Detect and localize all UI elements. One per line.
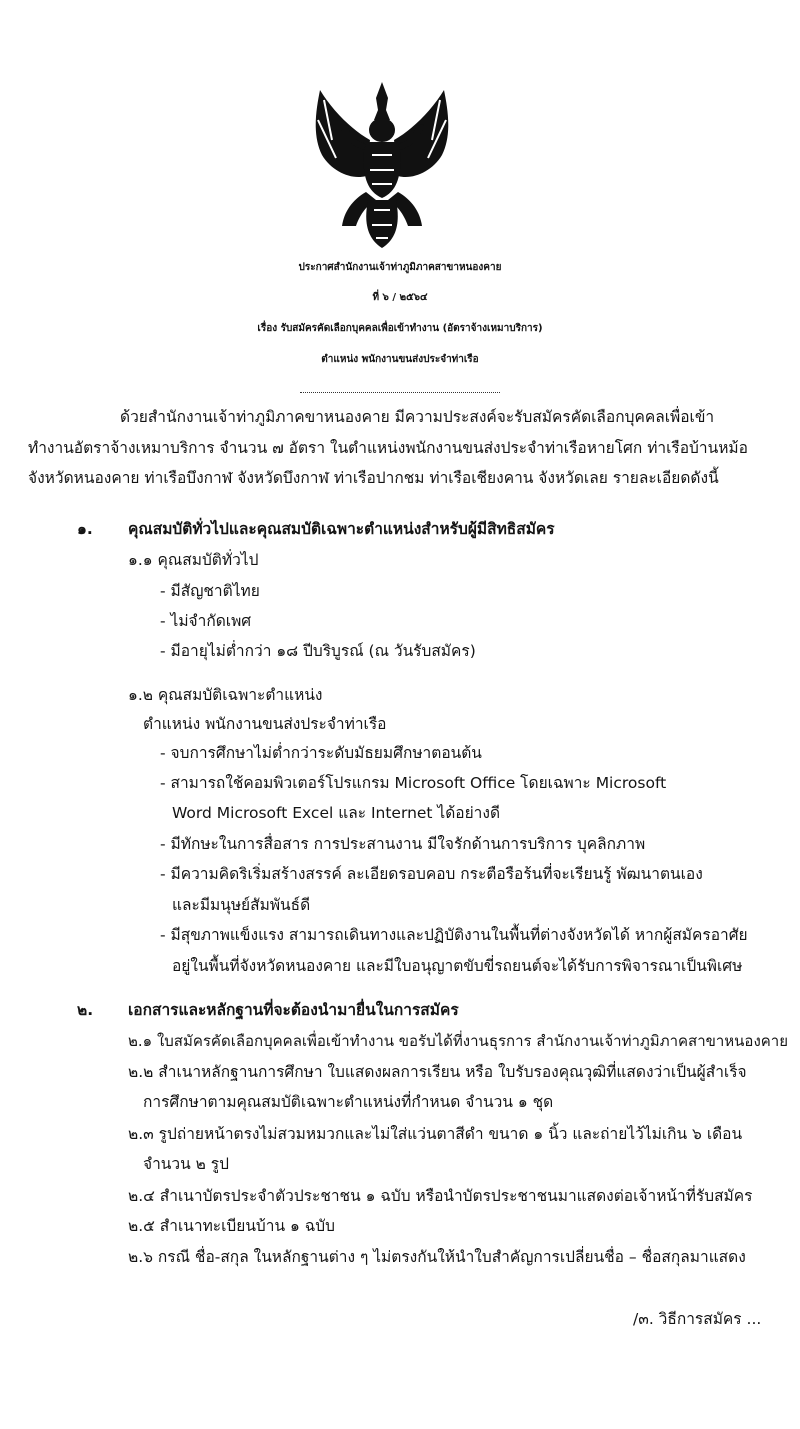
section1-number: ๑.: [77, 520, 93, 538]
sub2-line-7: - มีสุขภาพแข็งแรง สามารถเดินทางและปฏิบัติงานในพื้นที่ต่างจังหวัดได้ หากผู้สมัครอาศัย: [160, 926, 748, 944]
header-divider: [300, 392, 500, 393]
section2-line-7: ๒.๕ สำเนาทะเบียนบ้าน ๑ ฉบับ: [128, 1217, 335, 1235]
section2-line-1: ๒.๑ ใบสมัครคัดเลือกบุคคลเพื่อเข้าทำงาน ขอรับได้ที่งานธุรการ สำนักงานเจ้าท่าภูมิภาคสาขาหนองคาย: [128, 1032, 789, 1050]
document-number: ที่ ๖ / ๒๕๖๔: [372, 292, 428, 303]
section1-title: คุณสมบัติทั่วไปและคุณสมบัติเฉพาะตำแหน่งสำหรับผู้มีสิทธิสมัคร: [128, 520, 555, 538]
sub2-line-2: - สามารถใช้คอมพิวเตอร์โปรแกรม Microsoft Office โดยเฉพาะ Microsoft: [160, 774, 667, 792]
section2-line-8: ๒.๖ กรณี ชื่อ-สกุล ในหลักฐานต่าง ๆ ไม่ตรงกันให้นำใบสำคัญการเปลี่ยนชื่อ – ชื่อสกุลมาแสดง: [128, 1248, 746, 1266]
sub1-item-gender: - ไม่จำกัดเพศ: [160, 612, 252, 630]
sub2-position: ตำแหน่ง พนักงานขนส่งประจำท่าเรือ: [143, 715, 387, 733]
intro-line-2: ทำงานอัตราจ้างเหมาบริการ จำนวน ๗ อัตรา ในตำแหน่งพนักงานขนส่งประจำท่าเรือหายโศก ท่าเรือบ้านหม้อ: [28, 439, 748, 457]
sub1-title: ๑.๑ คุณสมบัติทั่วไป: [128, 551, 259, 569]
section2-line-4: ๒.๓ รูปถ่ายหน้าตรงไม่สวมหมวกและไม่ใส่แว่นตาสีดำ ขนาด ๑ นิ้ว และถ่ายไว้ไม่เกิน ๖ เดือน: [128, 1125, 743, 1143]
continue-note: /๓. วิธีการสมัคร ...: [633, 1310, 762, 1328]
sub1-item-age: - มีอายุไม่ต่ำกว่า ๑๘ ปีบริบูรณ์ (ณ วันรับสมัคร): [160, 642, 476, 660]
section2-line-3: การศึกษาตามคุณสมบัติเฉพาะตำแหน่งที่กำหนด จำนวน ๑ ชุด: [143, 1093, 554, 1111]
section2-line-6: ๒.๔ สำเนาบัตรประจำตัวประชาชน ๑ ฉบับ หรือนำบัตรประชาชนมาแสดงต่อเจ้าหน้าที่รับสมัคร: [128, 1187, 753, 1205]
section2-line-2: ๒.๒ สำเนาหลักฐานการศึกษา ใบแสดงผลการเรียน หรือ ใบรับรองคุณวุฒิที่แสดงว่าเป็นผู้สำเร็จ: [128, 1063, 747, 1081]
sub2-line-3: Word Microsoft Excel และ Internet ได้อย่างดี: [172, 804, 501, 822]
section2-line-5: จำนวน ๒ รูป: [143, 1155, 229, 1173]
section2-number: ๒.: [77, 1001, 94, 1019]
intro-line-3: จังหวัดหนองคาย ท่าเรือบึงกาฬ จังหวัดบึงกาฬ ท่าเรือปากชม ท่าเรือเชียงคาน จังหวัดเลย รายละเอียดดังนี้: [28, 469, 719, 487]
sub2-line-4: - มีทักษะในการสื่อสาร การประสานงาน มีใจรักด้านการบริการ บุคลิกภาพ: [160, 835, 646, 853]
sub2-line-8: อยู่ในพื้นที่จังหวัดหนองคาย และมีใบอนุญาตขับขี่รถยนต์จะได้รับการพิจารณาเป็นพิเศษ: [172, 957, 743, 975]
section2-title: เอกสารและหลักฐานที่จะต้องนำมายื่นในการสมัคร: [128, 1001, 459, 1019]
sub2-line-6: และมีมนุษย์สัมพันธ์ดี: [172, 896, 311, 914]
garuda-emblem-icon: [302, 80, 462, 250]
sub2-line-5: - มีความคิดริเริ่มสร้างสรรค์ ละเอียดรอบคอบ กระตือรือร้นที่จะเรียนรู้ พัฒนาตนเอง: [160, 865, 703, 883]
document-title: ประกาศสำนักงานเจ้าท่าภูมิภาคสาขาหนองคาย: [298, 262, 502, 273]
sub1-item-nationality: - มีสัญชาติไทย: [160, 582, 260, 600]
sub2-line-1: - จบการศึกษาไม่ต่ำกว่าระดับมัธยมศึกษาตอนต้น: [160, 744, 482, 762]
document-position: ตำแหน่ง พนักงานขนส่งประจำท่าเรือ: [321, 354, 479, 365]
document-subject: เรื่อง รับสมัครคัดเลือกบุคคลเพื่อเข้าทำงาน (อัตราจ้างเหมาบริการ): [257, 323, 543, 334]
sub2-title: ๑.๒ คุณสมบัติเฉพาะตำแหน่ง: [128, 686, 323, 704]
intro-line-1: ด้วยสำนักงานเจ้าท่าภูมิภาคขาหนองคาย มีความประสงค์จะรับสมัครคัดเลือกบุคคลเพื่อเข้า: [120, 408, 715, 426]
